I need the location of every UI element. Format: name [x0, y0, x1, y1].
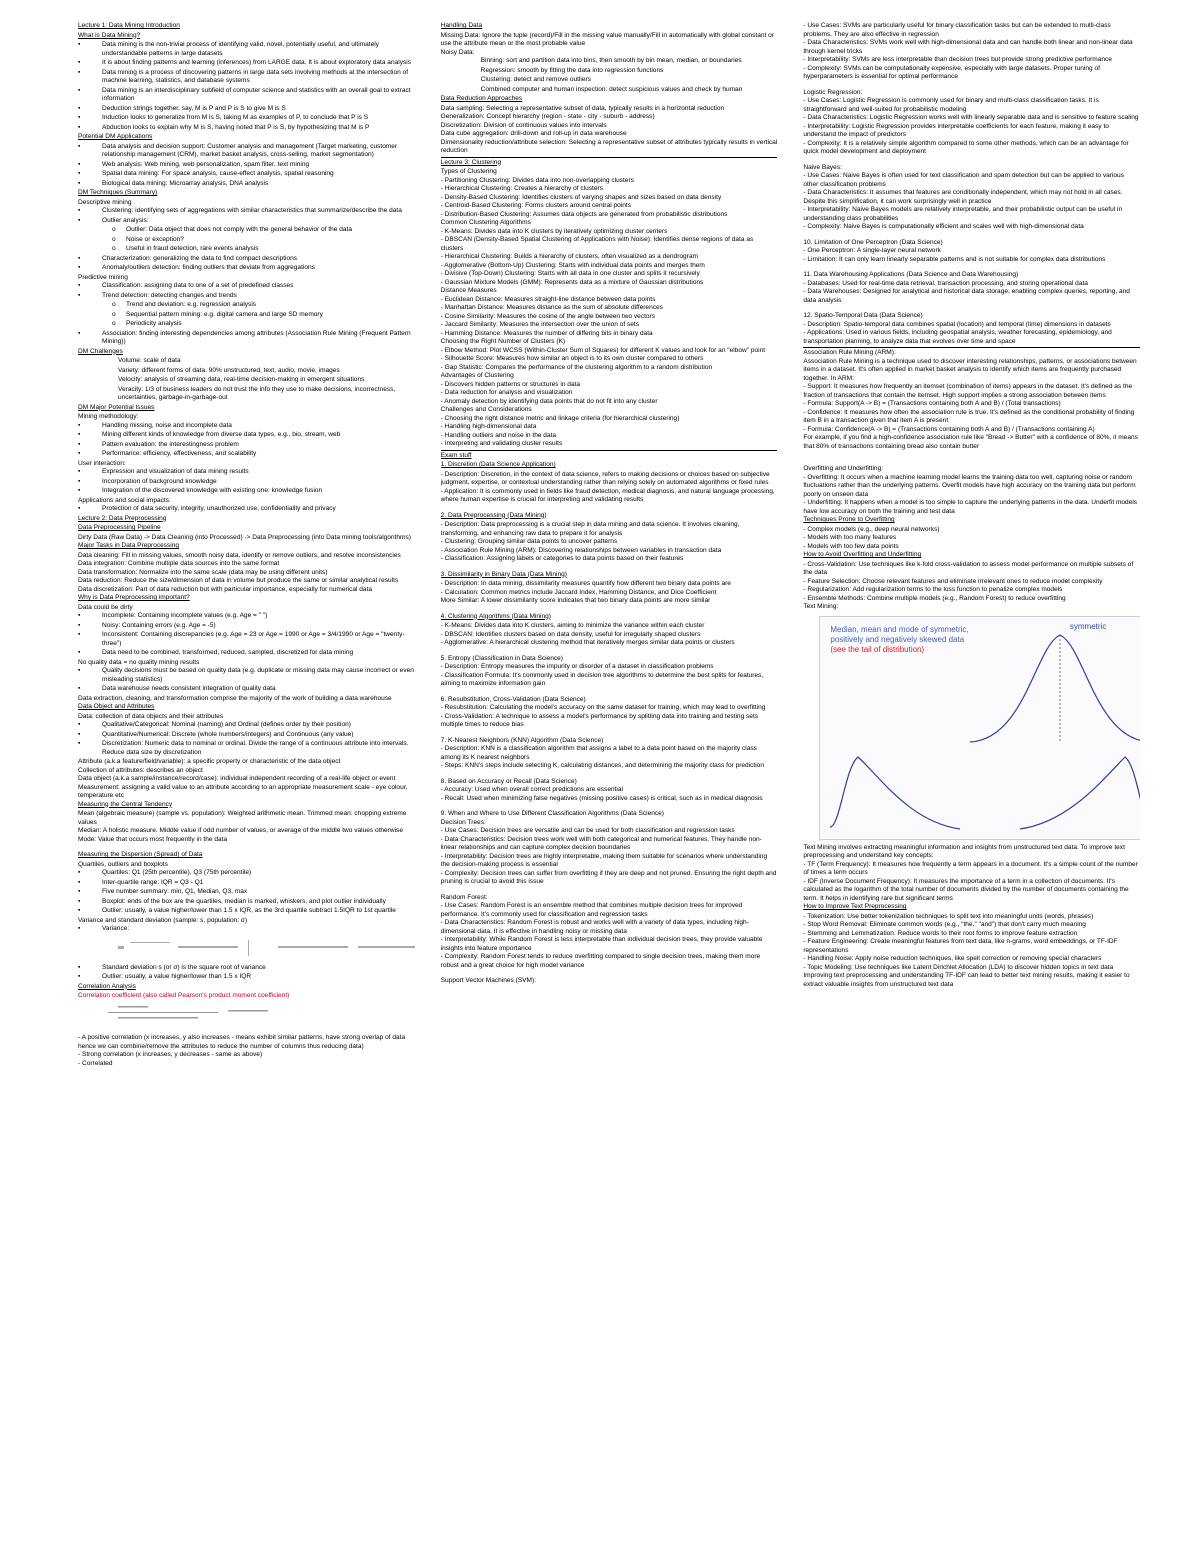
spacer: [441, 730, 778, 737]
text-line: - Underfitting: It happens when a model is too simple to capture the underlying patterns in the data. Underfit models have low accuracy on both the training and test data: [803, 499, 1138, 515]
text-line: Discretization: Division of continuous values into intervals: [440, 121, 607, 129]
bullet-item: ▪ Discretization: Numeric data to nominal or ordinal. Divide the range of a continuous attribute into intervals. Reduce data size by discretization: [78, 740, 415, 757]
text-line: - Cosine Similarity: Measures the cosine of the angle between two vectors: [440, 312, 656, 320]
spacer: [441, 689, 778, 696]
text-line: Collection of attributes: describes an object: [78, 766, 203, 774]
text-line: Advantages of Clustering: [440, 372, 514, 379]
bullet-item: ▪ Biological data mining: Microarray analysis, DNA analysis: [78, 180, 415, 189]
bullet-item: ▪ Characterization: generalizing the data to find compact descriptions: [78, 255, 415, 264]
section-divider: [441, 450, 778, 451]
text-line: Noisy Data:: [440, 48, 475, 56]
text-line: Improving text preprocessing and understanding TF-IDF can lead to better text mining results, making it easier to extract valuable insights from unstructured text data: [803, 972, 1130, 988]
heading: Major Tasks in Data Preprocessing: [78, 542, 180, 549]
text-line: - Complexity: Random Forest tends to reduce overfitting compared to single decision trees, making them more robust and a great choice for high model variance: [440, 953, 761, 969]
text-line: - Strong correlation (x increases, y decreases - same as above): [78, 1051, 263, 1058]
text-line: - Tokenization: Use better tokenization techniques to split text into meaningful units (words, phrases): [803, 912, 1094, 920]
text-line: - Gap Statistic: Compares the performance of the clustering algorithm to a random distribution: [440, 363, 713, 371]
bullet-item: ▪ Qualitative/Categorical: Nominal (naming) and Ordinal (defines order by their position): [78, 721, 415, 730]
text-line: - Choosing the right distance metric and linkage criteria (for hierarchical clustering): [440, 414, 680, 422]
text-line: No quality data = no quality mining results: [78, 658, 200, 666]
text-line: - DBSCAN (Density-Based Spatial Clustering of Applications with Noise): Identifies dense regions of data as clusters: [440, 236, 754, 252]
section-divider: [441, 157, 778, 158]
text-line: - Description: KNN is a classification algorithm that assigns a label to a data point based on the majority class among its K nearest neighbors: [440, 745, 757, 761]
positively-skewed-curve: [830, 757, 960, 829]
text-line: - Hamming Distance: Measures the number of differing bits in binary data: [440, 329, 653, 337]
spacer: [78, 844, 415, 851]
text-line: 12. Spatio-Temporal Data (Data Science): [803, 312, 923, 319]
text-line: - Classification Formula: It's commonly used in decision tree algorithms to determine the best splits for features, aiming to maximize information gain: [440, 671, 764, 687]
indented-item: Variety: different forms of data. 90% unstructured, text, audio, movie, images: [118, 366, 340, 374]
spacer: [441, 771, 778, 778]
heading: DM Challenges: [78, 347, 123, 355]
bullet-item: ▪ Anomaly/outliers detection: finding outliers that deviate from aggregations: [78, 264, 415, 273]
text-line: - Complexity: Naive Bayes is computationally efficient and scales well with high-dimensional data: [803, 223, 1084, 230]
text-line: - Hierarchical Clustering: Creates a hierarchy of clusters: [440, 185, 603, 192]
heading: 3. Dissimilarity in Binary Data (Data Mining): [440, 570, 567, 578]
heading: How to Avoid Overfitting and Underfitting: [803, 551, 922, 558]
bullet-item: ▪ Association: finding interesting dependencies among attributes (Association Rule Mining (Frequent Pattern Mining)): [78, 330, 415, 347]
text-line: Data cube aggregation: drill-down and roll-up in data warehouse: [440, 130, 627, 137]
bullet-item: ▪ Five number summary: min, Q1, Median, Q3, max: [78, 888, 415, 897]
text-line: Association Rule Mining (ARM):: [803, 349, 896, 356]
text-line: - Partitioning Clustering: Divides data into non-overlapping clusters: [440, 176, 634, 184]
section-divider: [803, 347, 1140, 348]
spacer: [803, 451, 1140, 458]
bullet-item: ▪ Clustering: identifying sets of aggregations with similar characteristics that summarize/describe the data: [78, 207, 415, 216]
column-3: [803, 22, 1140, 1543]
text-line: - Handling high-dimensional data: [440, 423, 537, 430]
text-line: - Interpretability: Naive Bayes models are relatively interpretable, and their probabilistic output can be useful in understanding class probabilities: [803, 206, 1123, 222]
text-line: - Elbow Method: Plot WCSS (Within-Cluster Sum of Squares) for different K values and look for an "elbow" point: [440, 346, 766, 354]
spacer: [441, 505, 778, 512]
spacer: [78, 1027, 415, 1034]
text-line: - Resubstitution: Calculating the model's accuracy on the same dataset for training, which may lead to overfitting: [440, 704, 766, 711]
spacer: [441, 887, 778, 894]
text-line: Data reduction: Reduce the size/dimension of data in volume but produce the same or similar analytical results: [78, 577, 399, 584]
variance-formula-image: [118, 936, 415, 962]
text-line: - Classification: Assigning labels or categories to data points based on their features: [440, 555, 684, 562]
text-line: Text Mining:: [803, 603, 839, 610]
text-line: - Agglomerative (Bottom-Up) Clustering: Starts with individual data points and merges them: [440, 261, 705, 269]
bullet-item: ▪ Inconsistent: Containing discrepancies (e.g. Age = 23 or Age = 1990 or Age = 3/4/1990 or Age = "twenty-three"): [78, 631, 415, 648]
text-line: - Limitation: It can only learn linearly separable patterns and is not suitable for complex data distributions: [803, 255, 1106, 263]
text-line: Overfitting and Underfitting:: [803, 465, 884, 472]
text-line: - Association Rule Mining (ARM): Discovering relationships between variables in transaction data: [440, 546, 722, 554]
text-line: - Data Characteristics: Logistic Regression works well with linearly separable data and is sensitive to feature scaling: [803, 114, 1139, 121]
text-line: Dimensionality reduction/attribute selection: Selecting a representative subset of attributes typically results in vertical reduction: [440, 138, 778, 154]
heading: Lecture 1: Data Mining Introduction: [78, 22, 180, 29]
text-line: Support Vector Machines (SVM):: [440, 977, 537, 984]
text-line: Median: A holistic measure. Middle value if odd number of values, or average of the middle two values otherwise: [78, 827, 403, 834]
text-line: - Handling Noise: Apply noise reduction techniques, like spell correction or removing special characters: [803, 955, 1102, 962]
text-line: Data could be dirty: [78, 603, 133, 611]
indented-item: Clustering: detect and remove outliers: [480, 76, 591, 83]
text-line: Data: collection of data objects and their attributes: [78, 712, 224, 720]
heading: Measuring the Dispersion (Spread) of Data: [78, 851, 203, 858]
spacer: [441, 970, 778, 977]
text-line: - Complex models (e.g., deep neural networks): [803, 525, 940, 533]
indented-item: Velocity: analysis of streaming data, real-time decision-making in emergent situations: [118, 376, 365, 383]
text-line: - Feature Engineering: Create meaningful features from text data, like n-grams, word embeddings, or TF-IDF representations: [803, 938, 1118, 954]
text-line: User interaction:: [78, 459, 126, 467]
text-line: - Silhouette Score: Measures how similar an object is to its own cluster compared to others: [440, 355, 704, 362]
heading: DM Major Potential Issues: [78, 403, 155, 411]
heading: What is Data Mining?: [78, 31, 141, 39]
text-line: Common Clustering Algorithms: [440, 219, 531, 226]
bullet-item: ▪ Data mining is a process of discovering patterns in large data sets involving methods at the intersection of machine learning, statistics, and database systems: [78, 69, 415, 86]
text-line: - Cross-Validation: A technique to assess a model's performance by splitting data into training and testing sets multiple times to reduce bias: [440, 712, 759, 728]
indented-item: Veracity: 1/3 of business leaders do not trust the info they use to make decisions, incorrectness, uncertainties, garbage-in-garbage-out: [118, 385, 396, 401]
correlation-formula-image: [78, 1002, 415, 1028]
highlighted-text: Correlation coefficient (also called Pearson's product moment coefficient): [78, 992, 290, 999]
sub-bullet-item: o Trend and deviation: e.g. regression analysis: [78, 301, 415, 310]
column-2: [441, 22, 778, 1543]
text-line: - Models with too many features: [803, 534, 897, 541]
spacer: [441, 803, 778, 810]
bullet-item: ▪ Integration of the discovered knowledge with existing one: knowledge fusion: [78, 487, 415, 496]
skewness-figure: [819, 616, 1140, 840]
text-line: Data sampling: Selecting a representative subset of data, typically results in a horizontal reduction: [440, 104, 725, 112]
text-line: - Description: Discretion, in the context of data science, refers to making decisions or choices based on subjective judgment, expertise, or contextual understanding rather than relying solely on automated algorithms or fixed rules: [440, 470, 770, 486]
text-line: - Use Cases: Random Forest is an ensemble method that combines multiple decision trees for improved performance. It's commonly used for classification and regression tasks: [440, 902, 743, 918]
text-line: - Interpretability: While Random Forest is less interpretable than individual decision trees, they provide valuable insights into feature importance: [440, 936, 763, 952]
bullet-item: ▪ Classification: assigning data to one of a set of predefined classes: [78, 282, 415, 291]
bullet-item: ▪ Variance:: [78, 925, 415, 934]
sub-bullet-item: o Periodicity analysis: [78, 320, 415, 329]
text-line: - Interpretability: Logistic Regression provides interpretable coefficients for each feature, making it easy to understand the impact of predictors: [803, 122, 1109, 138]
column-1: [78, 22, 415, 1543]
text-line: Mode: Value that occurs most frequently in the data: [78, 835, 228, 843]
text-line: - Cross-Validation: Use techniques like k-fold cross-validation to assess model performance on multiple subsets of the data: [803, 560, 1134, 576]
text-line: - Use Cases: SVMs are particularly useful for binary classification tasks but can be extended to multi-class problems. They are also effective in regression: [803, 22, 1111, 38]
text-line: Missing Data: Ignore the tuple (record)/Fill in the missing value manually/Fill in automatically with global constant or use the attribute mean or the most probable value: [440, 31, 774, 47]
text-line: - Distribution-Based Clustering: Assumes data objects are generated from probabilistic distributions: [440, 210, 728, 218]
text-line: 10. Limitation of One Perceptron (Data Science): [803, 238, 943, 246]
sub-bullet-item: o Outlier: Data object that does not comply with the general behavior of the data: [78, 226, 415, 235]
text-line: - Centroid-Based Clustering: Forms clusters around central points: [440, 202, 631, 209]
text-line: - Handling outliers and noise in the data: [440, 431, 557, 439]
text-line: - Application: It is commonly used in fields like fraud detection, medical diagnosis, and natural language processing, where human expertise is crucial for interpreting and validating results: [440, 487, 775, 503]
bullet-item: ▪ Incomplete: Containing incomplete values (e.g. Age = " "): [78, 612, 415, 621]
text-line: - One Perceptron: A single-layer neural network: [803, 247, 941, 254]
text-line: - Interpreting and validating cluster results: [440, 440, 563, 447]
sub-bullet-item: o Noise or exception?: [78, 236, 415, 245]
bullet-item: ▪ Data need to be combined, transformed, reduced, sampled, discretized for data mining: [78, 649, 415, 658]
text-line: - Interpretability: SVMs are less interpretable than decision trees but provide strong predictive performance: [803, 56, 1112, 63]
bullet-item: ▪ Web analysis: Web mining, web personalization, spam filter, text mining: [78, 161, 415, 170]
text-line: - IDF (Inverse Document Frequency): It measures the importance of a term in a collection of documents. It's calculated as the logarithm of the total number of documents divided by the number of documents containing the term. It helps in identifying rare but significant terms: [803, 877, 1129, 902]
bullet-item: ▪ Performance: efficiency, effectiveness, and scalability: [78, 450, 415, 459]
bullet-item: ▪ Handling missing, noise and incomplete data: [78, 422, 415, 431]
text-line: - Discovers hidden patterns or structures in data: [440, 380, 581, 388]
heading: DM Techniques (Summary): [78, 189, 158, 196]
text-line: - DBSCAN: Identifies clusters based on data density, useful for irregularly shaped clusters: [440, 630, 701, 638]
bullet-item: ▪ Inter-quartile range: IQR = Q3 - Q1: [78, 879, 415, 888]
text-line: 7. K-Nearest Neighbors (KNN) Algorithm (Data Science): [440, 736, 604, 744]
text-line: - A positive correlation (x increases, y also increases - means exhibit similar patterns, have strong overlap of data hence we can combine/remove the attributes to reduce the number of columns thus reducing data): [78, 1034, 406, 1050]
text-line: - Data Characteristics: It assumes that features are conditionally independent, which may not hold in all cases. Despite this simplification, it can work surprisingly well in practice: [803, 189, 1123, 205]
indented-item: Binning: sort and partition data into bins, then smooth by bin mean, median, or boundaries: [480, 57, 742, 64]
text-line: - Formula: Confidence(A -> B) = (Transactions containing both A and B) / (Transactions containing A): [803, 425, 1095, 433]
bullet-item: ▪ Abduction looks to explain why M is S, having noted that P is S, by hypothesizing that M is P: [78, 124, 415, 133]
text-line: - K-Means: Divides data into K clusters, aiming to minimize the variance within each cluster: [440, 622, 705, 629]
text-line: More Similar: A lower dissimilarity score indicates that two binary data points are more similar: [440, 597, 711, 604]
spacer: [441, 606, 778, 613]
bullet-item: ▪ Pattern evaluation: the interestingness problem: [78, 441, 415, 450]
heading: 2. Data Preprocessing (Data Mining): [440, 511, 547, 519]
bullet-item: ▪ Expression and visualization of data mining results: [78, 468, 415, 477]
heading: Correlation Analysis: [78, 982, 136, 990]
text-line: - Data Warehouses: Designed for analytical and historical data storage, enabling complex queries, reporting, and data analysis: [803, 288, 1130, 304]
heading: 1. Discretion (Data Science Application): [440, 461, 556, 468]
text-line: - Complexity: Decision trees can suffer from overfitting if they are deep and not pruned. Ensuring the right depth and pruning is crucial to avoid this issue: [440, 869, 777, 885]
text-line: - Steps: KNN's steps include selecting K, calculating distances, and determining the majority class for prediction: [440, 762, 764, 769]
spacer: [803, 82, 1140, 89]
text-line: Data object (a.k.a sample/instance/record/case): individual independent recording of a real-life object or event: [78, 775, 396, 782]
text-line: Decision Trees:: [440, 818, 486, 826]
bullet-item: ▪ Boxplot: ends of the box are the quartiles, median is marked, whiskers, and plot outlier individually: [78, 898, 415, 907]
text-line: Quartiles, outliers and boxplots: [78, 860, 168, 868]
bullet-item: ▪ Standard deviation s (or σ) is the square root of variance: [78, 964, 415, 973]
text-line: - Description: Spatio-temporal data combines spatial (location) and temporal (time) dimensions in datasets: [803, 320, 1111, 328]
bullet-item: ▪ Outlier: usually, a value higher/lower than 1.5 x IQR, as the 3rd quartile subtract 1.5IQR to 1st quartile: [78, 907, 415, 916]
text-line: - Agglomerative: A hierarchical clustering method that iteratively merges similar data points or clusters: [440, 639, 735, 646]
text-line: 8. Based on Accuracy or Recall (Data Science): [440, 777, 577, 785]
bullet-item: ▪ Data mining is the non-trivial process of identifying valid, novel, potentially useful, and ultimately understandable patterns in large datasets: [78, 41, 415, 58]
heading: 4. Clustering Algorithms (Data Mining): [440, 612, 551, 620]
text-line: - Hierarchical Clustering: Builds a hierarchy of clusters, often visualized as a dendrogram: [440, 253, 698, 260]
text-line: - Interpretability: Decision trees are highly interpretable, making them suitable for scenarios where understanding the decision-making process is essential: [440, 852, 768, 868]
text-line: Distance Measures: [440, 287, 497, 294]
text-line: - Databases: Used for real-time data retrieval, transaction processing, and storing operational data: [803, 279, 1088, 287]
bullet-item: ▪ Induction looks to generalize from M is S, taking M as examples of P, to conclude that P is S: [78, 114, 415, 123]
text-line: - Divisive (Top-Down) Clustering: Starts with all data in one cluster and splits it recursively: [440, 270, 700, 277]
text-line: - Description: Data preprocessing is a crucial step in data mining and data science. It involves cleaning, transforming, and enhancing raw data to prepare it for analysis: [440, 521, 740, 537]
negatively-skewed-curve: [1020, 757, 1140, 829]
text-line: - Topic Modeling: Use techniques like Latent Dirichlet Allocation (LDA) to discover hidden topics in text data: [803, 963, 1114, 971]
text-line: - Feature Selection: Choose relevant features and eliminate irrelevant ones to reduce model complexity: [803, 577, 1103, 585]
heading: Data Object and Attributes: [78, 703, 155, 710]
text-line: - Use Cases: Decision trees are versatile and can be used for both classification and regression tasks: [440, 827, 735, 834]
symmetric-curve: [970, 635, 1140, 742]
spacer: [441, 648, 778, 655]
bullet-item: ▪ Data warehouse needs consistent integration of quality data: [78, 685, 415, 694]
text-line: Descriptive mining: [78, 198, 132, 206]
spacer: [803, 232, 1140, 239]
text-line: Choosing the Right Number of Clusters (K): [440, 338, 566, 345]
text-line: Logistic Regression:: [803, 88, 863, 96]
columns: [78, 22, 1140, 1543]
spacer: [803, 157, 1140, 164]
bullet-item: ▪ Spatial data mining: For space analysis, cause-effect analysis, spatial reasoning: [78, 170, 415, 179]
text-line: 5. Entropy (Classification in Data Science): [440, 654, 563, 662]
text-line: - Overfitting: It occurs when a machine learning model learns the training data too well, capturing noise or random fluctuations rather than the underlying patterns. Overfit models have high accuracy on the training data but perform poorly on unseen data: [803, 473, 1136, 498]
text-line: 9. When and Where to Use Different Classification Algorithms (Data Science): [440, 810, 664, 817]
bullet-item: ▪ Trend detection: detecting changes and trends: [78, 292, 415, 301]
bullet-item: ▪ Quantitative/Numerical: Discrete (whole numbers/integers) and Continuous (any value): [78, 731, 415, 740]
spacer: [803, 264, 1140, 271]
heading: Data Reduction Approaches: [440, 95, 523, 102]
sub-bullet-item: o Sequential pattern mining: e.g. digital camera and large SD memory: [78, 311, 415, 320]
text-line: Predictive mining: [78, 273, 128, 281]
bullet-item: ▪ Outlier analysis:: [78, 217, 415, 226]
text-line: - Complexity: It is a relatively simple algorithm compared to some other methods, which can be an advantage for quick model development and deployment: [803, 139, 1129, 155]
text-line: - Data Characteristics: Random Forest is robust and works well with a variety of data types, including high-dimensional data. It is effective in handling noisy or missing data: [440, 919, 749, 935]
text-line: - Data Characteristics: Decision trees work well with both categorical and numerical features. They handle non-linear relationships and can capture complex decision boundaries: [440, 835, 762, 851]
text-line: Data cleaning: Fill in missing values, smooth noisy data, identify or remove outliers, and resolve inconsistencies: [78, 551, 401, 559]
text-line: - Formula: Support(A -> B) = (Transactions containing both A and B) / (Total transactions): [803, 400, 1061, 407]
text-line: - Use Cases: Naive Bayes is often used for text classification and spam detection but can be applied to various other classification problems: [803, 172, 1124, 188]
bullet-item: ▪ Noisy: Containing errors (e.g. Age = -5): [78, 622, 415, 631]
bullet-item: ▪ Protection of data security, integrity, unauthorized use, confidentiality and privacy: [78, 505, 415, 514]
text-line: - K-Means: Divides data into K clusters by iteratively optimizing cluster centers: [440, 227, 668, 235]
text-line: - Clustering: Grouping similar data points to uncover patterns: [440, 538, 618, 545]
heading: Measuring the Central Tendency: [78, 800, 173, 808]
text-line: - Jaccard Similarity: Measures the intersection over the union of sets: [440, 321, 639, 328]
text-line: Applications and social impacts:: [78, 496, 171, 504]
text-line: - Complexity: SVMs can be computationally expensive, especially with large datasets. Proper tuning of hyperparameters is essential for optimal performance: [803, 64, 1100, 80]
text-line: Mean (algebraic measure) (sample vs. population): Weighted arithmetic mean. Trimmed mean: chopping extreme values: [78, 810, 407, 826]
bullet-item: ▪ Data mining is an interdisciplinary subfield of computer science and statistics with an overall goal to extract information: [78, 87, 415, 104]
spacer: [441, 564, 778, 571]
text-line: Generalization: Concept hierarchy (region - state - city - suburb - address): [440, 113, 655, 120]
text-line: - Accuracy: Used when overall correct predictions are essential: [440, 786, 623, 793]
text-line: Association Rule Mining is a technique used to discover interesting relationships, patterns, or associations between items in a dataset. It's often applied in market basket analysis to identify which items are frequently purchased together. In ARM:: [803, 357, 1137, 382]
figure-title-line: Median, mean and mode of symmetric,: [830, 624, 969, 634]
spacer: [803, 458, 1140, 465]
bullet-item: ▪ Mining different kinds of knowledge from diverse data types, e.g., bio, stream, web: [78, 431, 415, 440]
text-line: For example, if you find a high-confidence association rule like "Bread -> Butter" with a confidence of 80%, it means that 80% of transactions containing bread also contain butter: [803, 434, 1138, 450]
text-line: - Stemming and Lemmatization: Reduce words to their root forms to improve feature extraction: [803, 929, 1078, 937]
heading: Why is Data Preprocessing important?: [78, 594, 190, 601]
text-line: - Recall: Used when minimizing false negatives (missing positive cases) is critical, such as in medical diagnosis: [440, 794, 763, 802]
text-line: - Regularization: Add regularization terms to the loss function to penalize complex models: [803, 586, 1063, 593]
figure-symmetric-label: symmetric: [1069, 621, 1107, 631]
sub-bullet-item: o Useful in fraud detection, rare events analysis: [78, 245, 415, 254]
text-line: - Euclidean Distance: Measures straight-line distance between data points: [440, 295, 656, 303]
bullet-item: ▪ It is about finding patterns and learning (inferences) from LARGE data. It is about exploratory data analysis: [78, 59, 415, 68]
text-line: Measurement: assigning a valid value to an attribute according to an appropriate measurement scale - eye colour, temperature etc: [78, 783, 408, 799]
indented-item: Regression: smooth by fitting the data into regression functions: [480, 66, 664, 74]
variance-formula-graphic: [118, 936, 415, 960]
heading: Techniques Prone to Overfitting: [803, 516, 895, 523]
text-line: Challenges and Considerations: [440, 406, 532, 413]
text-line: Data extraction, cleaning, and transformation comprise the majority of the work of building a data warehouse: [78, 694, 392, 702]
heading: Data Preprocessing Pipeline: [78, 524, 161, 531]
text-line: - Models with too few data points: [803, 542, 899, 550]
bullet-item: ▪ Incorporation of background knowledge: [78, 478, 415, 487]
text-line: - Confidence: It measures how often the association rule is true. It's defined as the conditional probability of finding item B in a transaction given that item A is present: [803, 408, 1135, 424]
text-line: - Use Cases: Logistic Regression is commonly used for binary and multi-class classification tasks. It is straightforward and well-suited for probabilistic modeling: [803, 97, 1099, 113]
bullet-item: ▪ Outlier: usually, a value higher/lower than 1.5 x IQR: [78, 973, 415, 982]
text-line: 6. Resubstitution, Cross-Validation (Data Science): [440, 695, 586, 703]
heading: How to Improve Text Preprocessing: [803, 903, 907, 910]
heading: Exam stuff: [440, 451, 472, 459]
text-line: Data discretization: Part of data reduction but with particular importance, especially for numerical data: [78, 585, 373, 593]
text-line: Mining methodology:: [78, 413, 139, 420]
text-line: - Correlated: [78, 1059, 113, 1067]
skewness-curves: [820, 617, 1140, 839]
text-line: Types of Clustering: [440, 168, 497, 175]
text-line: - Support: It measures how frequently an itemset (combination of items) appears in the dataset. It's defined as the fraction of transactions that contain the itemset. High support implies a strong association between items: [803, 383, 1133, 399]
text-line: - Density-Based Clustering: Identifies clusters of varying shapes and sizes based on data density: [440, 193, 722, 201]
text-line: - Description: Entropy measures the impurity or disorder of a dataset in classification problems: [440, 663, 714, 670]
text-line: - Applications: Used in various fields, including geospatial analysis, weather forecasting, epidemiology, and transportation planning, to analyze data that evolves over time and space: [803, 329, 1112, 345]
text-line: Random Forest:: [440, 893, 488, 901]
heading: Lecture 3: Clustering: [440, 158, 502, 166]
correlation-formula-graphic: [78, 1002, 278, 1024]
figure-title-line: positively and negatively skewed data: [830, 634, 965, 644]
figure-title-line: (see the tail of distribution): [830, 644, 925, 654]
text-line: - Data Characteristics: SVMs work well with high-dimensional data and can handle both linear and non-linear data through kernel tricks: [803, 39, 1133, 55]
heading: Potential DM Applications: [78, 133, 153, 140]
text-line: - Anomaly detection by identifying data points that do not fit into any cluster: [440, 397, 658, 405]
text-line: Text Mining involves extracting meaningful information and insights from unstructured text data. To improve text preprocessing and understand key concepts:: [803, 843, 1125, 859]
text-line: - Manhattan Distance: Measures distance as the sum of absolute differences: [440, 304, 663, 311]
indented-item: Volume: scale of data: [118, 357, 181, 364]
text-line: - Data reduction for analysis and visualization: [440, 389, 573, 396]
text-line: Data integration: Combine multiple data sources into the same format: [78, 560, 280, 567]
bullet-item: ▪ Quality decisions must be based on quality data (e.g. duplicate or missing data may cause incorrect or even misleading statistics): [78, 667, 415, 684]
text-line: - TF (Term Frequency): It measures how frequently a term appears in a document. It's a simple count of the number of times a term occurs: [803, 860, 1138, 876]
text-line: - Ensemble Methods: Combine multiple models (e.g., Random Forest) to reduce overfitting: [803, 594, 1066, 602]
text-line: 11. Data Warehousing Applications (Data Science and Data Warehousing): [803, 271, 1019, 278]
text-line: Attribute (a.k.a feature/field/variable): a specific property or characteristic of the data object: [78, 758, 341, 765]
heading: Lecture 2: Data Preprocessing: [78, 514, 167, 522]
bullet-item: ▪ Quartiles: Q1 (25th percentile), Q3 (75th percentile): [78, 869, 415, 878]
text-line: - Gaussian Mixture Models (GMM): Represents data as a mixture of Gaussian distributions: [440, 278, 704, 286]
bullet-item: ▪ Deduction strings together, say, M is P and P is S to give M is S: [78, 105, 415, 114]
heading: Handling Data: [440, 22, 483, 29]
bullet-item: ▪ Data analysis and decision support: Customer analysis and management (Target marketing, customer relationship management (CRM), market basket analysis, cross-selling, market segmentation): [78, 143, 415, 160]
text-line: Naive Bayes:: [803, 163, 842, 171]
indented-item: Combined computer and human inspection: detect suspicious values and check by human: [480, 85, 743, 93]
text-line: Data transformation: Normalize into the same scale (data may be using different units): [78, 568, 328, 576]
text-line: Dirty Data (Raw Data) -> Data Cleaning (into Processed) -> Data Preprocessing (into Data mining tools/algorithms): [78, 533, 411, 541]
spacer: [803, 305, 1140, 312]
text-line: - Stop Word Removal: Eliminate common words (e.g., "the," "and") that don't carry much meaning: [803, 921, 1086, 928]
text-line: - Description: In data mining, dissimilarity measures quantify how different two binary data points are: [440, 580, 731, 587]
text-line: Variance and standard deviation (sample: s, population: σ): [78, 916, 248, 924]
text-line: - Calculation: Common metrics include Jaccard Index, Hamming Distance, and Dice Coefficient: [440, 588, 717, 596]
